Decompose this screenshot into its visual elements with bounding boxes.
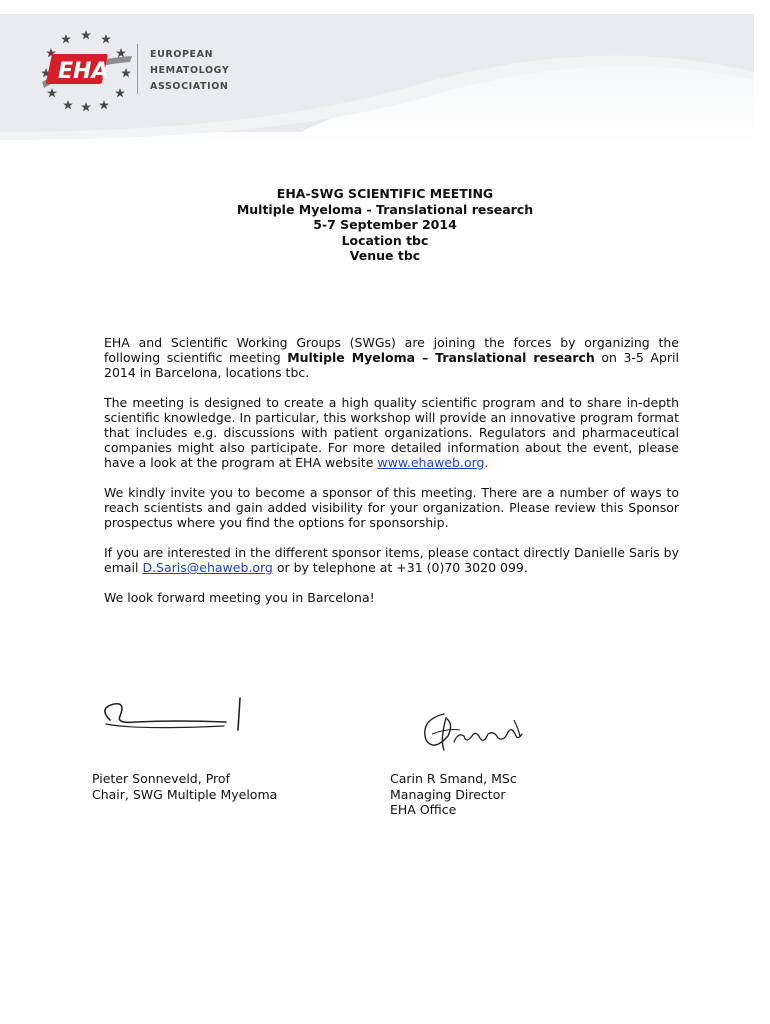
meeting-location: Location tbc — [341, 232, 429, 248]
meeting-venue: Venue tbc — [349, 248, 421, 263]
paragraph-contact: If you are interested in the different sponsor items, please contact directly Danielle Saris by email D.Saris@ehaweb.org or by telephone at +31 (0)70 3020 099. — [104, 545, 679, 575]
signature-left — [96, 690, 256, 740]
meeting-title: EHA-SWG SCIENTIFIC MEETING — [276, 186, 494, 201]
signatory-left-role: Chair, SWG Multiple Myeloma — [92, 786, 278, 802]
signatory-right-office: EHA Office — [390, 802, 457, 817]
org-name-line-3: ASSOCIATION — [150, 81, 229, 92]
org-name-line-2: HEMATOLOGY — [150, 65, 230, 76]
signatory-right-name: Carin R Smand, MSc — [390, 771, 517, 786]
letter-body — [104, 335, 679, 605]
paragraph-closing: We look forward meeting you in Barcelona! — [104, 590, 375, 605]
signatory-left-name: Pieter Sonneveld, Prof — [92, 771, 230, 786]
logo-divider — [137, 44, 138, 94]
email-link[interactable]: D.Saris@ehaweb.org — [142, 560, 273, 575]
org-name-line-1: EUROPEAN — [150, 49, 214, 60]
meeting-subtitle: Multiple Myeloma - Translational research — [236, 201, 534, 217]
signature-right — [414, 700, 554, 760]
eha-logo — [36, 26, 136, 112]
paragraph-invite: We kindly invite you to become a sponsor of this meeting. There are a number of ways to reach scientists and gain added visibility for your organization. Please review this Sponsor prospectus where you find the options for sponsorship. — [104, 485, 679, 530]
meeting-name-bold: Multiple Myeloma – Translational research — [287, 350, 595, 365]
org-name — [150, 47, 229, 95]
logo-letters — [46, 54, 109, 84]
paragraph-program: The meeting is designed to create a high quality scientific program and to share in-depth scientific knowledge. In particular, this workshop will provide an innovative program format that includes e.g. discussions with patient organizations. Regulators and pharmaceutical companies might also participate. For more detailed information about the event, please have a look at the program at EHA website www.ehaweb.org. — [104, 395, 679, 470]
meeting-dates: 5-7 September 2014 — [313, 217, 457, 232]
signatory-right-role: Managing Director — [390, 786, 506, 802]
website-link[interactable]: www.ehaweb.org — [377, 455, 485, 470]
svg-text:EHA: EHA — [58, 59, 109, 84]
signatory-left — [92, 771, 277, 802]
signatory-right — [390, 771, 517, 818]
meeting-heading — [0, 186, 770, 264]
paragraph-intro: EHA and Scientific Working Groups (SWGs) are joining the forces by organizing the following scientific meeting Multiple Myeloma – Translational research on 3-5 April 2014 in Barcelona, locations tbc. — [104, 335, 679, 380]
